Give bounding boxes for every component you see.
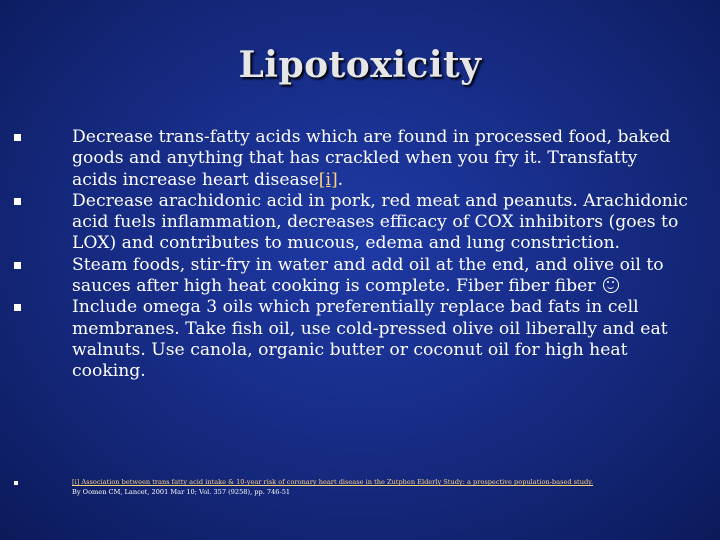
bullet-item <box>58 255 688 298</box>
footnote-link[interactable]: [i] Association between trans fatty acid intake & 10-year risk of coronary heart disease in the Zutphen Elderly Study: a prospective population-based study. <box>72 478 594 486</box>
bullet-square-icon <box>14 304 21 311</box>
bullet-text: Steam foods, stir-fry in water and add oil at the end, and olive oil to sauces after high heat cooking is complete. Fiber fiber fiber <box>72 254 664 297</box>
bullet-item <box>58 191 688 255</box>
smiley-icon <box>603 277 619 293</box>
footnote-square-icon <box>14 481 18 485</box>
bullet-text: Decrease arachidonic acid in pork, red meat and peanuts. Arachidonic acid fuels inflammation, decreases efficacy of COX inhibitors (goes to LOX) and contributes to mucous, edema and lung constriction. <box>72 190 688 254</box>
bullet-square-icon <box>14 262 21 269</box>
bullet-text: Decrease trans-fatty acids which are found in processed food, baked goods and anything that has crackled when you fry it. Transfatty acids increase heart disease <box>72 127 671 190</box>
bullet-item <box>58 297 688 382</box>
footnote <box>72 477 692 497</box>
slide-title: Lipotoxicity <box>238 44 482 86</box>
bullet-square-icon <box>14 198 21 205</box>
bullet-list <box>58 127 688 383</box>
reference-link[interactable]: [i] <box>318 169 338 190</box>
bullet-text-end: . <box>337 169 344 190</box>
bullet-text: Include omega 3 oils which preferentially replace bad fats in cell membranes. Take fish oil, use cold-pressed olive oil liberally and eat walnuts. Use canola, organic butter or coconut oil for high heat cooking. <box>72 297 668 382</box>
bullet-item <box>58 127 688 191</box>
bullet-square-icon <box>14 134 21 141</box>
footnote-citation: By Oomen CM, Lancet, 2001 Mar 10; Vol. 357 (9258), pp. 746-51 <box>72 488 291 496</box>
